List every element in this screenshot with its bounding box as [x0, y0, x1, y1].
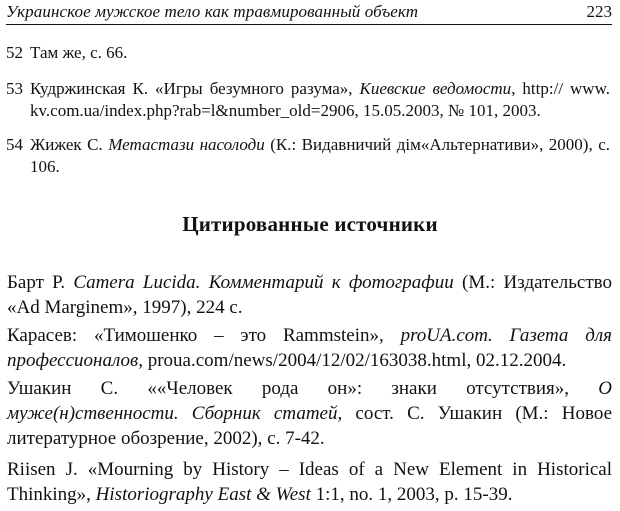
- reference-text-part: (М.: Издательство «Ad Marginem», 1997), 224 с.: [7, 272, 613, 318]
- footnote-text-part: Там же, с. 66.: [30, 43, 128, 62]
- reference-text-part: Барт Р.: [7, 272, 74, 293]
- footnote-text-part-italic: Киевские ведомости: [359, 79, 512, 98]
- reference-text-part-italic: О муже(н)ственности. Сборник статей,: [7, 378, 612, 424]
- reference-text-part: proua.com/news/2004/12/02/163038.html, 02.12.2004.: [142, 350, 567, 371]
- footnote-52: [6, 42, 610, 64]
- footnote-text-part: , http:// www. kv.com.ua/index.php?rab=l&number_old=2906, 15.05.2003, № 101, 2003.: [30, 79, 611, 120]
- reference-text-part: Riisen J. «Mourning by History – Ideas of a New Element in Historical Thinking»,: [7, 459, 612, 505]
- running-header-title: Украинское мужское тело как травмированный объект: [6, 2, 419, 21]
- reference-text-part: сост. С. Ушакин (М.: Новое литературное обозрение, 2002), с. 7-42.: [7, 403, 613, 449]
- reference-text-part-italic: Camera Lucida. Комментарий к фотографии: [73, 272, 454, 293]
- reference-entry: [7, 376, 612, 451]
- reference-text-part: 1:1, no. 1, 2003, p. 15-39.: [310, 484, 513, 505]
- reference-entry: [7, 323, 612, 373]
- page-number: 223: [586, 2, 612, 21]
- footnote-text-part: (К.: Видавничий дім«Альтернативи», 2000), с. 106.: [30, 135, 610, 176]
- reference-entry: [7, 270, 612, 320]
- footnote-text: [30, 78, 610, 122]
- footnote-number: 54: [6, 135, 23, 154]
- footnote-number: 53: [6, 79, 23, 98]
- footnote-text: [30, 42, 610, 64]
- reference-text-part-italic: Historiography East & West: [95, 484, 311, 505]
- reference-text-part: Ушакин С. ««Человек рода он»: знаки отсутствия»,: [7, 378, 599, 399]
- footnote-text: [30, 134, 610, 178]
- footnote-text-part: Жижек С.: [30, 135, 109, 154]
- footnote-53: [6, 78, 610, 122]
- reference-text-part: Карасев: «Тимошенко – это Rammstein»,: [7, 325, 401, 346]
- reference-text-part-italic: proUA.com. Газета для профессионалов,: [7, 325, 612, 371]
- footnote-54: [6, 134, 610, 178]
- reference-entry: [7, 457, 612, 507]
- footnote-text-part-italic: Метастази насолоди: [108, 135, 265, 154]
- section-heading: Цитированные источники: [182, 212, 438, 236]
- footnote-text-part: Кудржинская К. «Игры безумного разума»,: [30, 79, 360, 98]
- running-header: [6, 0, 612, 25]
- footnote-number: 52: [6, 43, 23, 62]
